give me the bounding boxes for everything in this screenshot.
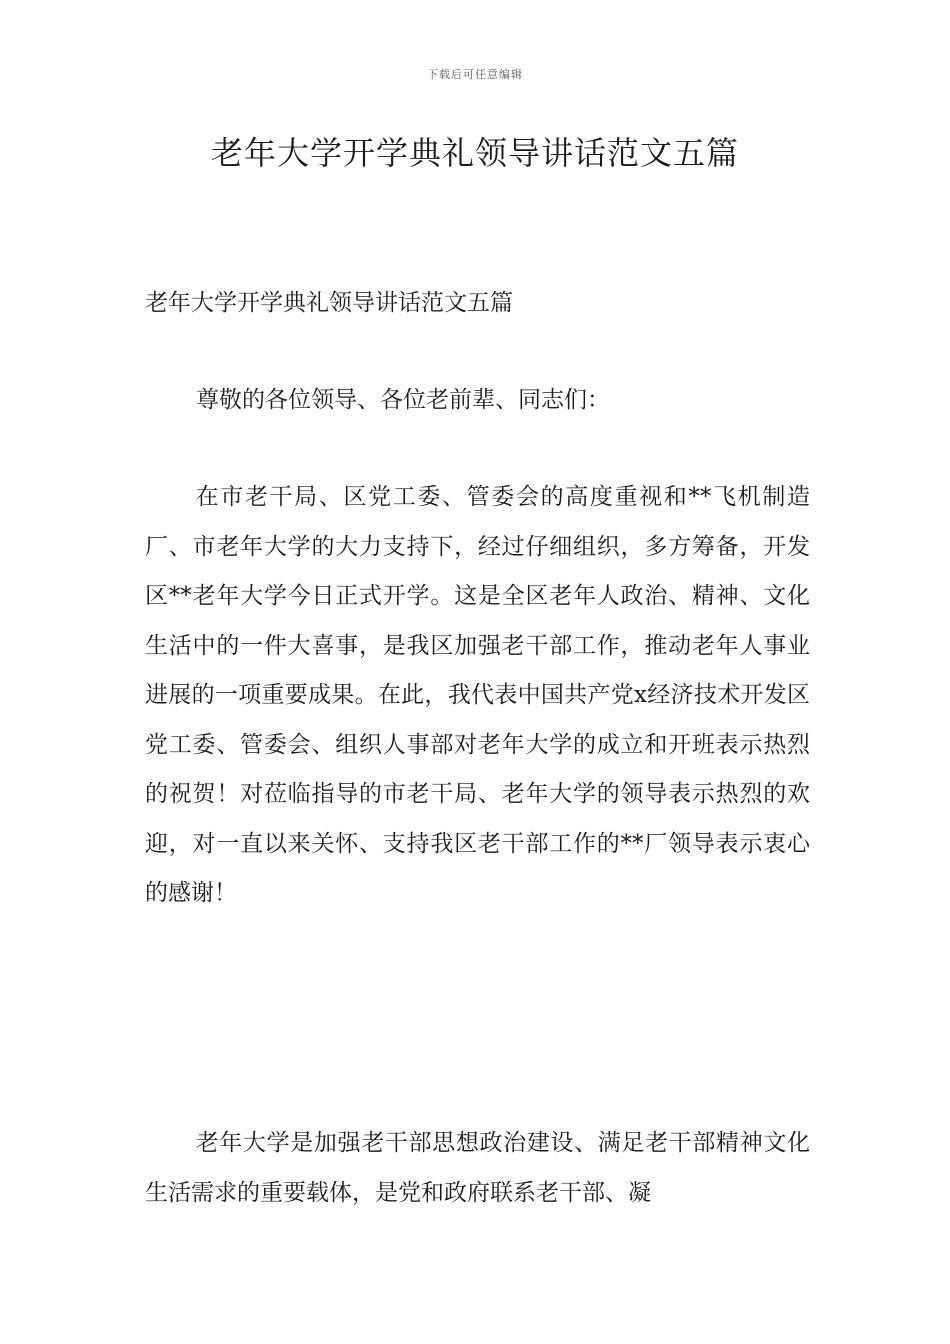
body-paragraph: 老年大学是加强老干部思想政治建设、满足老干部精神文化生活需求的重要载体，是党和政府联系老干部、凝 (145, 1130, 810, 1206)
header-note: 下载后可任意编辑 (427, 68, 523, 81)
document-subtitle: 老年大学开学典礼领导讲话范文五篇 (145, 290, 513, 316)
salutation: 尊敬的各位领导、各位老前辈、同志们： (196, 387, 610, 413)
document-title: 老年大学开学典礼领导讲话范文五篇 (210, 134, 739, 172)
body-paragraph: 在市老干局、区党工委、管委会的高度重视和**飞机制造厂、市老年大学的大力支持下，经过仔细组织，多方筹备，开发区**老年大学今日正式开学。这是全区老年人政治、精神、文化生活中的一件大喜事，是我区加强老干部工作，推动老年人事业进展的一项重要成果。在此，我代表中国共产党x经济技术开发区党工委、管委会、组织人事部对老年大学的成立和开班表示热烈的祝贺！对莅临指导的市老干局、老年大学的领导表示热烈的欢迎，对一直以来关怀、支持我区老干部工作的**厂领导表示衷心的感谢！ (145, 484, 810, 906)
